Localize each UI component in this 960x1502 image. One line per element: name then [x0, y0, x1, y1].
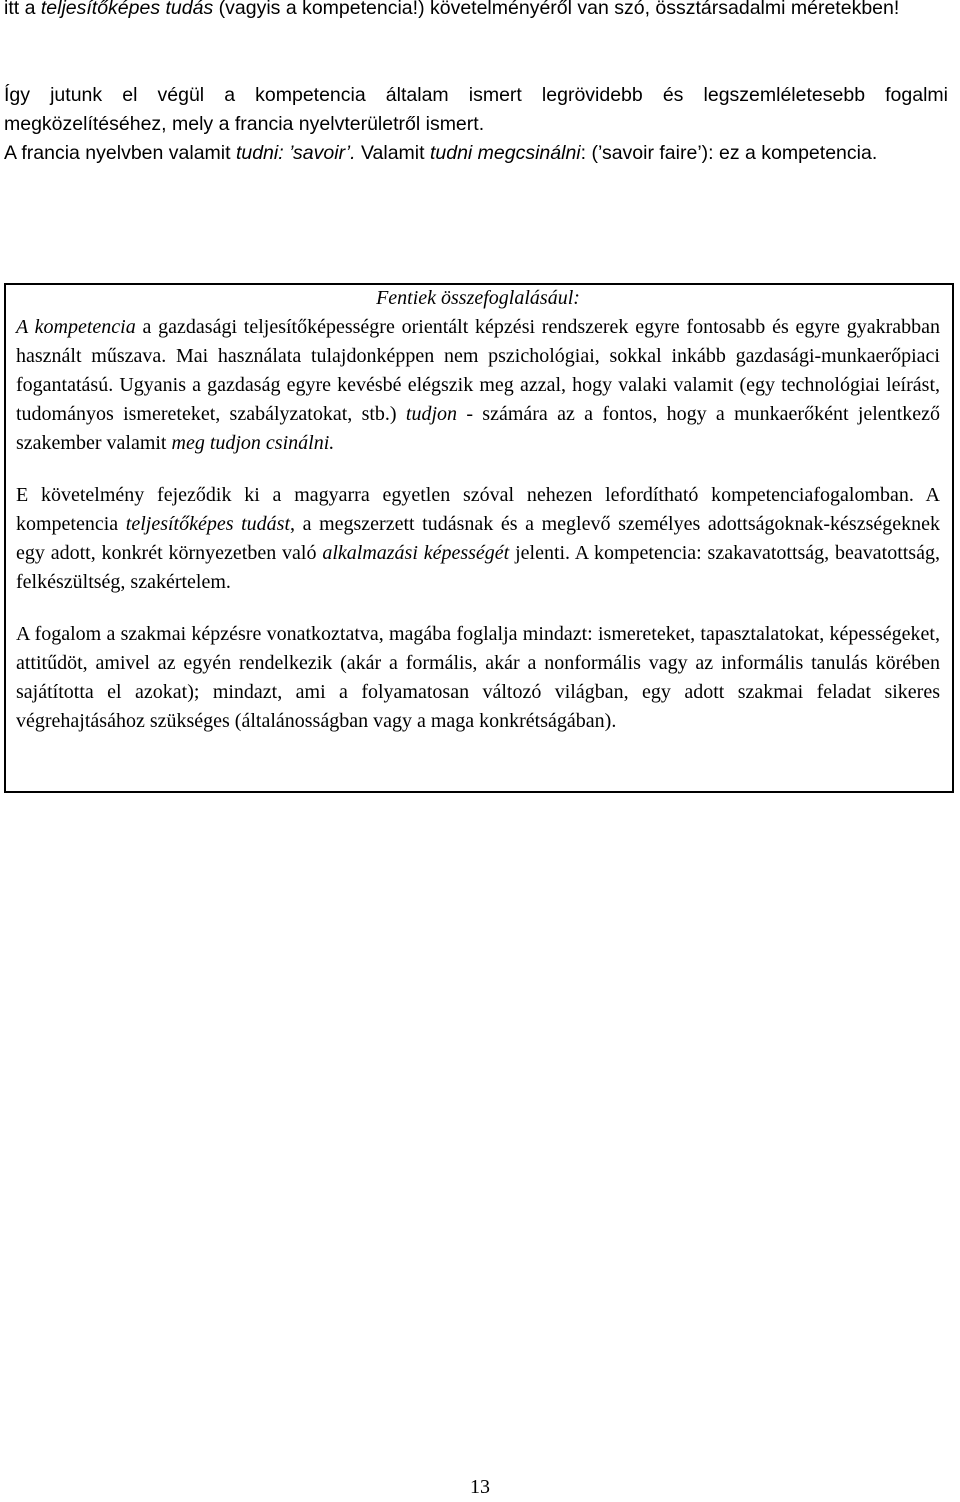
summary-paragraph-2	[16, 481, 940, 597]
french-text-c: Valamit	[355, 142, 430, 164]
french-megcsinalni: tudni megcsinálni	[429, 142, 581, 164]
summary-text-b1: E követelmény fejeződik ki a magyarra egyetlen szóval nehezen lefordítható kompetenciafogalomban. A kompetencia	[16, 484, 940, 535]
summary-paragraph-1	[16, 313, 940, 458]
french-line-2	[4, 139, 948, 168]
paragraph-gap	[16, 597, 940, 620]
summary-term: A kompetencia	[16, 316, 136, 338]
french-savoir: tudni: ’savoir’.	[235, 142, 356, 164]
summary-heading: Fentiek összefoglalásául:	[376, 287, 580, 309]
summary-meg-tudjon: meg tudjon csinálni.	[171, 432, 335, 454]
intro-text-2: (vagyis a kompetencia!) követelményéről van szó, össztársadalmi méretekben!	[213, 0, 900, 19]
intro-paragraph	[4, 0, 948, 23]
summary-box	[4, 283, 954, 793]
french-definition-paragraph	[4, 81, 948, 168]
summary-text-a2: a gazdasági teljesítőképességre orientált képzési rendszerek egyre fontosabb és egyre gyakrabban használt műszava. Mai használata tulajdonképpen nem pszichológiai, sokkal inkább gazdasági-munkaerőpiaci fogantatású. Ugyanis a gazdaság egyre kevésbé elégszik meg azzal, hogy valaki valamit (egy technológiai leírást, tudományos ismereteket, szabályzatokat, stb.)	[16, 316, 940, 425]
summary-paragraph-3: A fogalom a szakmai képzésre vonatkoztatva, magába foglalja mindazt: ismereteket, tapasztalatokat, képességeket, attitűdöt, amivel az egyén rendelkezik (akár a formális, akár a nonformális vagy az informális tanulás körében sajátította el azokat); mindazt, ami a folyamatosan változó világban, egy adott szakmai feladat sikeres végrehajtásához szükséges (általánosságban vagy a maga konkrétságában).	[16, 623, 940, 732]
french-text-e: : (’savoir faire’): ez a kompetencia.	[580, 142, 878, 164]
french-line-1: Így jutunk el végül a kompetencia általam ismert legrövidebb és legszemléletesebb fogalmi megközelítéséhez, mely a francia nyelvterületről ismert.	[4, 84, 948, 135]
page-number: 13	[470, 1476, 490, 1498]
summary-tudjon: tudjon	[405, 403, 458, 425]
french-text-a: A francia nyelvben valamit	[4, 142, 236, 164]
summary-text-b3: , a megszerzett tudásnak és a meglevő személyes adottságoknak-készségeknek egy adott, konkrét környezetben való	[16, 513, 940, 564]
intro-emphasis: teljesítőképes tudás	[40, 0, 214, 19]
summary-text-b5: jelenti. A kompetencia: szakavatottság, beavatottság, felkészültség, szakértelem.	[16, 542, 940, 593]
summary-box-content	[16, 284, 940, 736]
summary-text-a4: - számára az a fontos, hogy a munkaerőként jelentkező szakember valamit	[16, 403, 940, 454]
summary-alkalmazasi: alkalmazási képességét	[322, 542, 510, 564]
summary-teljesitokepes: teljesítőképes tudást	[125, 513, 291, 535]
paragraph-gap	[16, 458, 940, 481]
intro-text-1: itt a	[4, 0, 41, 19]
